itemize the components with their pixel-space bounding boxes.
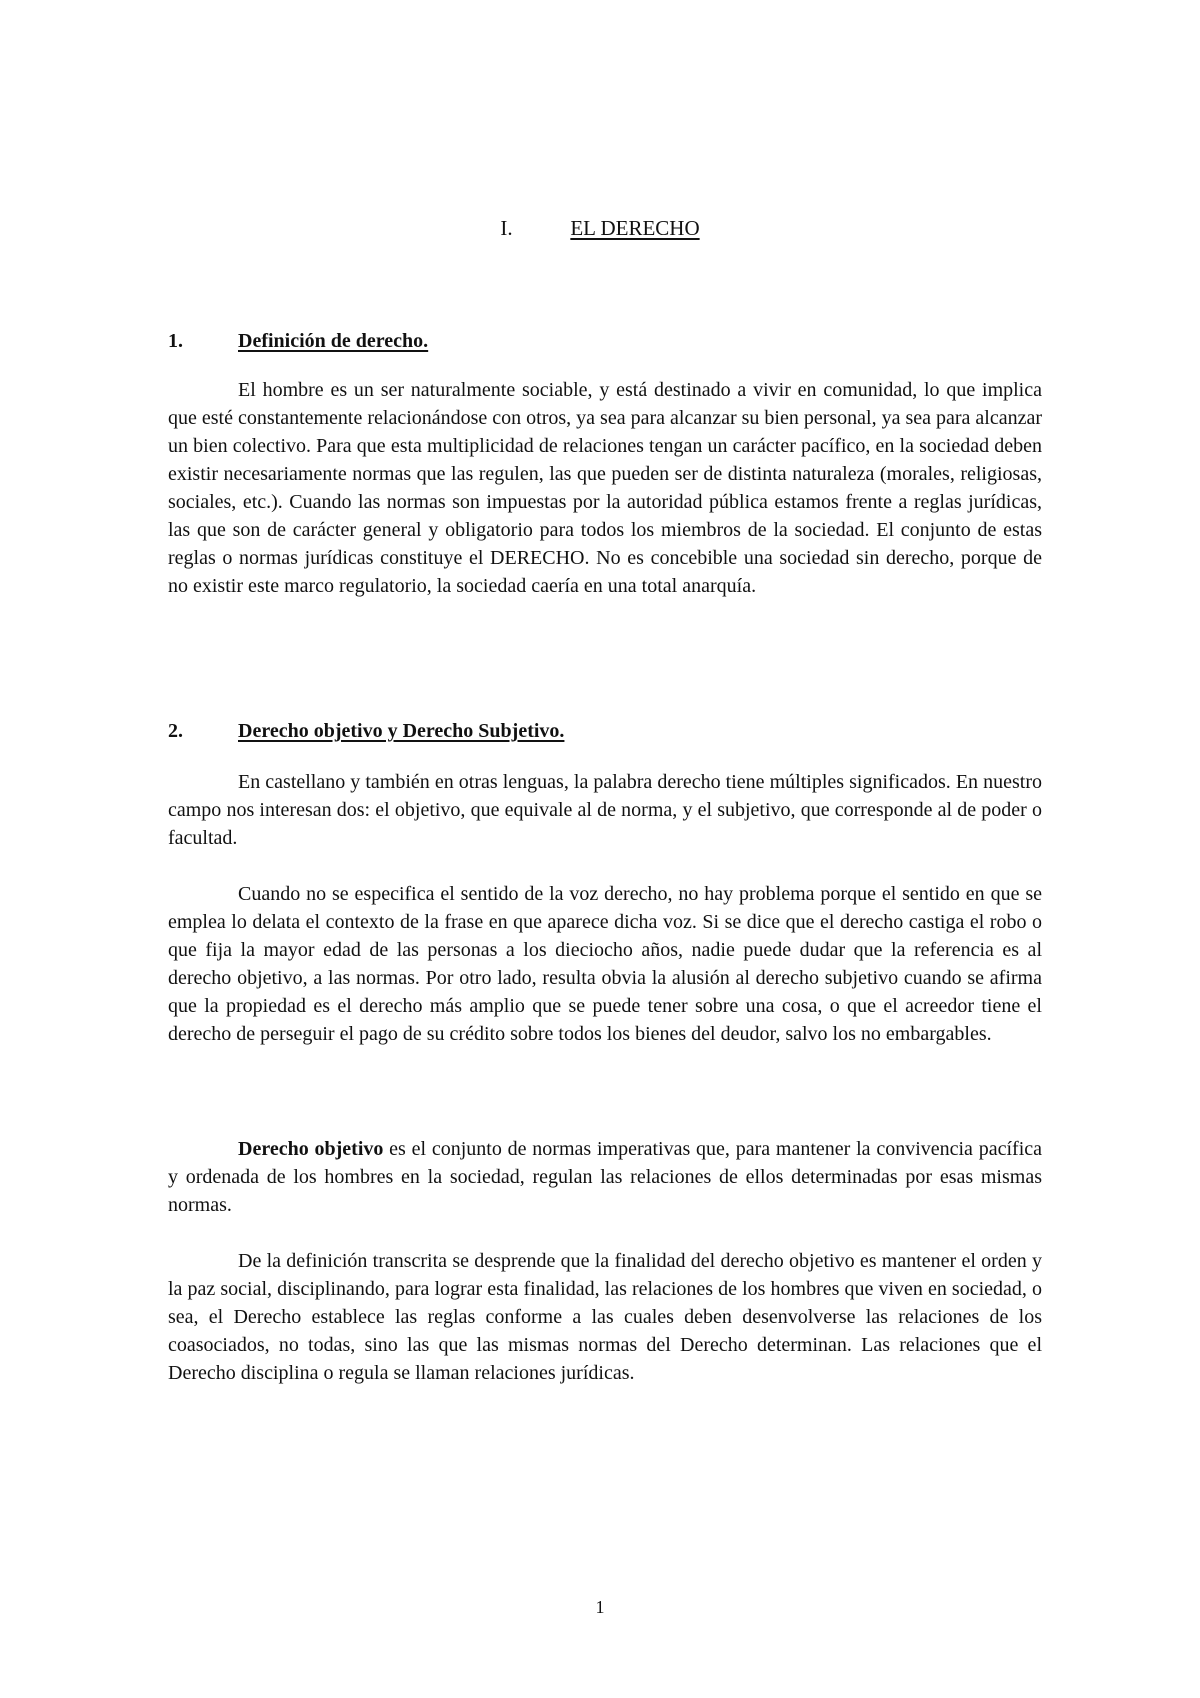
section-2-title: Derecho objetivo y Derecho Subjetivo. (238, 720, 565, 742)
chapter-title-text: EL DERECHO (570, 216, 700, 240)
section-2-heading (168, 717, 564, 745)
section-1-number: 1. (168, 330, 183, 352)
section-2-paragraph-2: Cuando no se especifica el sentido de la voz derecho, no hay problema porque el sentido en que se emplea lo delata el contexto de la frase en que aparece dicha voz. Si se dice que el derecho castiga el robo o que fija la mayor edad de las personas a los dieciocho años, nadie puede dudar que la referencia es al derecho objetivo, a las normas. Por otro lado, resulta obvia la alusión al derecho subjetivo cuando se afirma que la propiedad es el derecho más amplio que se puede tener sobre una cosa, o que el acreedor tiene el derecho de perseguir el pago de su crédito sobre todos los bienes del deudor, salvo los no embargables. (168, 883, 1042, 1045)
section-2-paragraph-3 (168, 1135, 1042, 1219)
section-1-heading (168, 327, 428, 355)
section-2-paragraph-1: En castellano y también en otras lenguas, la palabra derecho tiene múltiples significados. En nuestro campo nos interesan dos: el objetivo, que equivale al de norma, y el subjetivo, que corresponde al de poder o facultad. (168, 771, 1042, 849)
chapter-title (0, 214, 1200, 242)
section-1-title: Definición de derecho. (238, 330, 429, 352)
chapter-number: I. (500, 216, 513, 240)
section-2-number: 2. (168, 720, 183, 742)
page-number: 1 (595, 1597, 605, 1617)
section-2-paragraph-4: De la definición transcrita se desprende que la finalidad del derecho objetivo es mantener el orden y la paz social, disciplinando, para lograr esta finalidad, las relaciones de los hombres que viven en sociedad, o sea, el Derecho establece las reglas conforme a las cuales deben desenvolverse las relaciones de los coasociados, no todas, sino las que las mismas normas del Derecho determinan. Las relaciones que el Derecho disciplina o regula se llaman relaciones jurídicas. (168, 1250, 1042, 1384)
definition-text: es el conjunto de normas imperativas que, para mantener la convivencia pacífica y ordenada de los hombres en la sociedad, regulan las relaciones de ellos determinadas por esas mismas normas. (168, 1138, 1043, 1216)
defined-term: Derecho objetivo (238, 1138, 384, 1160)
section-1-paragraph-1: El hombre es un ser naturalmente sociable, y está destinado a vivir en comunidad, lo que implica que esté constantemente relacionándose con otros, ya sea para alcanzar su bien personal, ya sea para alcanzar un bien colectivo. Para que esta multiplicidad de relaciones tengan un carácter pacífico, en la sociedad deben existir necesariamente normas que las regulen, las que pueden ser de distinta naturaleza (morales, religiosas, sociales, etc.). Cuando las normas son impuestas por la autoridad pública estamos frente a reglas jurídicas, las que son de carácter general y obligatorio para todos los miembros de la sociedad. El conjunto de estas reglas o normas jurídicas constituye el DERECHO. No es concebible una sociedad sin derecho, porque de no existir este marco regulatorio, la sociedad caería en una total anarquía. (168, 379, 1043, 597)
